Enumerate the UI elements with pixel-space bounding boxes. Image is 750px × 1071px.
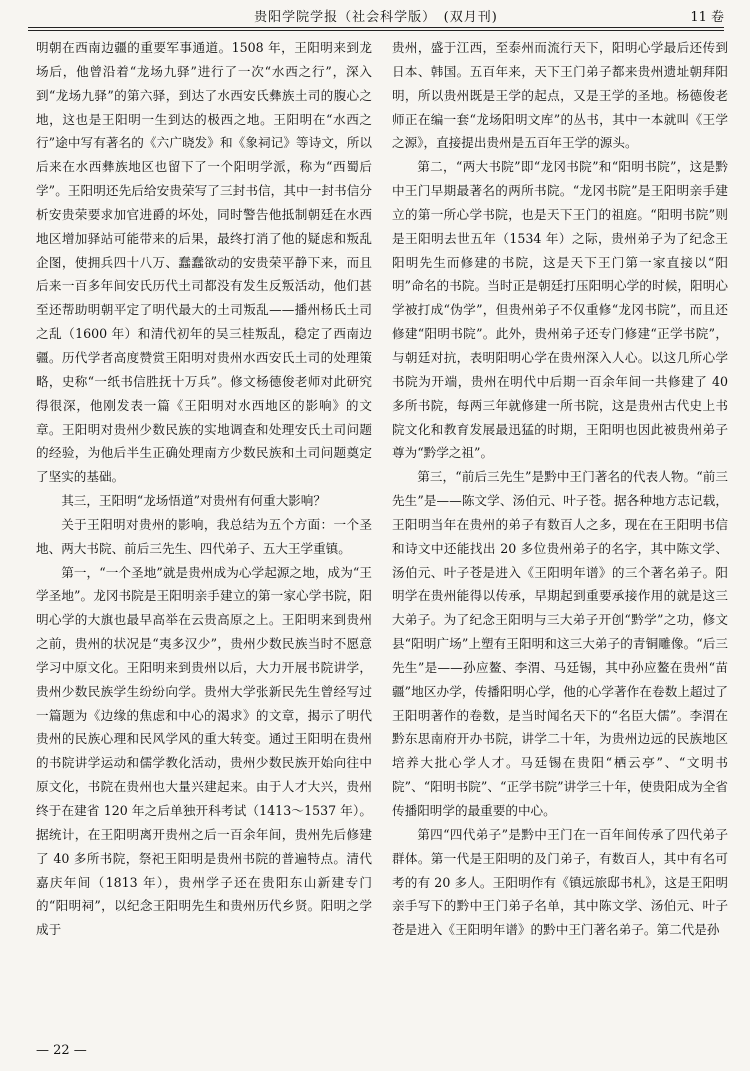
paragraph: 第四“四代弟子”是黔中王门在一百年间传承了四代弟子群体。第一代是王阳明的及门弟子，有数百人，其中有名可考的有 20 多人。王阳明作有《镇远旅邸书札》，这是王阳明亲手写下的黔中王门弟子名单，其中陈文学、汤伯元、叶子苍是进入《王阳明年谱》的黔中王门著名弟子。第二代是孙	[392, 826, 728, 938]
page-number: — 22 —	[36, 1043, 87, 1058]
volume-label: 11 卷	[690, 10, 724, 25]
paragraph: 关于王阳明对贵州的影响，我总结为五个方面：一个圣地、两大书院、前后三先生、四代弟子、五大王学重镇。	[36, 516, 372, 556]
paragraph: 第二，“两大书院”即“龙冈书院”和“阳明书院”，这是黔中王门早期最著名的两所书院。“龙冈书院”是王阳明亲手建立的第一所心学书院，也是天下王门的祖庭。“阳明书院”则是王阳明去世五年（1534 年）之际，贵州弟子为了纪念王阳明先生而修建的书院，这是天下王门第一家直接以“阳明”命名的书院。当时正是朝廷打压阳明心学的时候，阳明心学被打成“伪学”，但贵州弟子不仅重修“龙冈书院”，而且还修建“阳明书院”。此外，贵州弟子还专门修建“正学书院”，与朝廷对抗，表明阳明心学在贵州深入人心。以这几所心学书院为开端，贵州在明代中后期一百余年间一共修建了 40 多所书院，每两三年就修建一所书院，这是贵州古代史上书院文化和教育发展最迅猛的时期，王阳明也因此被贵州弟子尊为“黔学之祖”。	[392, 159, 728, 461]
left-column	[36, 36, 372, 942]
running-header	[28, 6, 724, 26]
paragraph: 贵州，盛于江西，至泰州而流行天下，阳明心学最后还传到日本、韩国。五百年来，天下王门弟子都来贵州遗址朝拜阳明，所以贵州既是王学的起点，又是王学的圣地。杨德俊老师正在编一套“龙场阳明文库”的丛书，其中一本就叫《王学之源》，直接提出贵州是五百年王学的源头。	[392, 40, 728, 151]
journal-title: 贵阳学院学报（社会科学版） (双月刊)	[254, 10, 498, 25]
right-column	[392, 36, 728, 942]
paragraph: 第三，“前后三先生”是黔中王门著名的代表人物。“前三先生”是——陈文学、汤伯元、叶子苍。据各种地方志记载，王阳明当年在贵州的弟子有数百人之多，现在在王阳明书信和诗文中还能找出 20 多位贵州弟子的名字，其中陈文学、汤伯元、叶子苍是进入《王阳明年谱》的三个著名弟子。阳明学在贵州能得以传承，早期起到重要承接作用的就是这三大弟子。为了纪念王阳明与三大弟子开创“黔学”之功，修文县“阳明广场”上塑有王阳明和这三大弟子的青铜雕像。“后三先生”是——孙应鳌、李渭、马廷锡，其中孙应鳌在贵州“苗疆”地区办学，传播阳明心学，他的心学著作在卷数上超过了王阳明著作的卷数，是当时闻名天下的“名臣大儒”。李渭在黔东思南府开办书院，讲学二十年，为贵州边远的民族地区培养大批心学人才。马廷锡在贵阳“栖云亭”、“文明书院”、“阳明书院”、“正学书院”讲学三十年，使贵阳成为全省传播阳明学的最重要的中心。	[392, 469, 728, 818]
header-rule	[28, 27, 724, 31]
paragraph: 第一，“一个圣地”就是贵州成为心学起源之地，成为“王学圣地”。龙冈书院是王阳明亲手建立的第一家心学书院，阳明心学的大旗也最早高举在云贵高原之上。王阳明来到贵州之前，贵州的状况是“夷多汉少”，贵州少数民族当时不愿意学习中原文化。王阳明来到贵州以后，大力开展书院讲学，贵州少数民族学生纷纷向学。贵州大学张新民先生曾经写过一篇题为《边缘的焦虑和中心的渴求》的文章，揭示了明代贵州的民族心理和民风学风的重大转变。通过王阳明在贵州的书院讲学运动和儒学教化活动，贵州少数民族开始向往中原文化，书院在贵州也大量兴建起来。由于人才大兴，贵州终于在建省 120 年之后单独开科考试（1413～1537 年）。据统计，在王阳明离开贵州之后一百余年间，贵州先后修建了 40 多所书院，祭祀王阳明是贵州书院的普遍特点。清代嘉庆年间（1813 年），贵州学子还在贵阳东山新建专门的“阳明祠”，以纪念王阳明先生和贵州历代乡贤。阳明之学成于	[36, 564, 372, 938]
paragraph: 明朝在西南边疆的重要军事通道。1508 年，王阳明来到龙场后，他曾沿着“龙场九驿”进行了一次“水西之行”，深入到“龙场九驿”的第六驿，到达了水西安氏彝族土司的腹心之地，这也是王阳明一生到达的极西之地。王阳明在“水西之行”途中写有著名的《六广晓发》和《象祠记》等诗文，所以后来在水西彝族地区也留下了一个阳明学派，称为“西蜀后学”。王阳明还先后给安贵荣写了三封书信，其中一封书信分析安贵荣要求加官进爵的坏处，同时警告他抵制朝廷在水西地区增加驿站可能带来的后果，最终打消了他的疑虑和叛乱企图，使拥兵四十八万、蠢蠢欲动的安贵荣平静下来，而且后来一百多年间安氏历代土司都没有发生反叛活动，他们甚至还帮助明朝平定了明代最大的土司叛乱——播州杨氏土司之乱（1600 年）和清代初年的吴三桂叛乱，稳定了西南边疆。历代学者高度赞赏王阳明对贵州水西安氏土司的处理策略，史称“一纸书信胜抚十万兵”。修文杨德俊老师对此研究得很深，他刚发表一篇《王阳明对水西地区的影响》的文章。王阳明对贵州少数民族的实地调查和处理安氏土司问题的经验，为他后半生正确处理南方少数民族和土司问题奠定了坚实的基础。	[36, 40, 372, 485]
paragraph: 其三，王阳明“龙场悟道”对贵州有何重大影响？	[61, 493, 326, 509]
